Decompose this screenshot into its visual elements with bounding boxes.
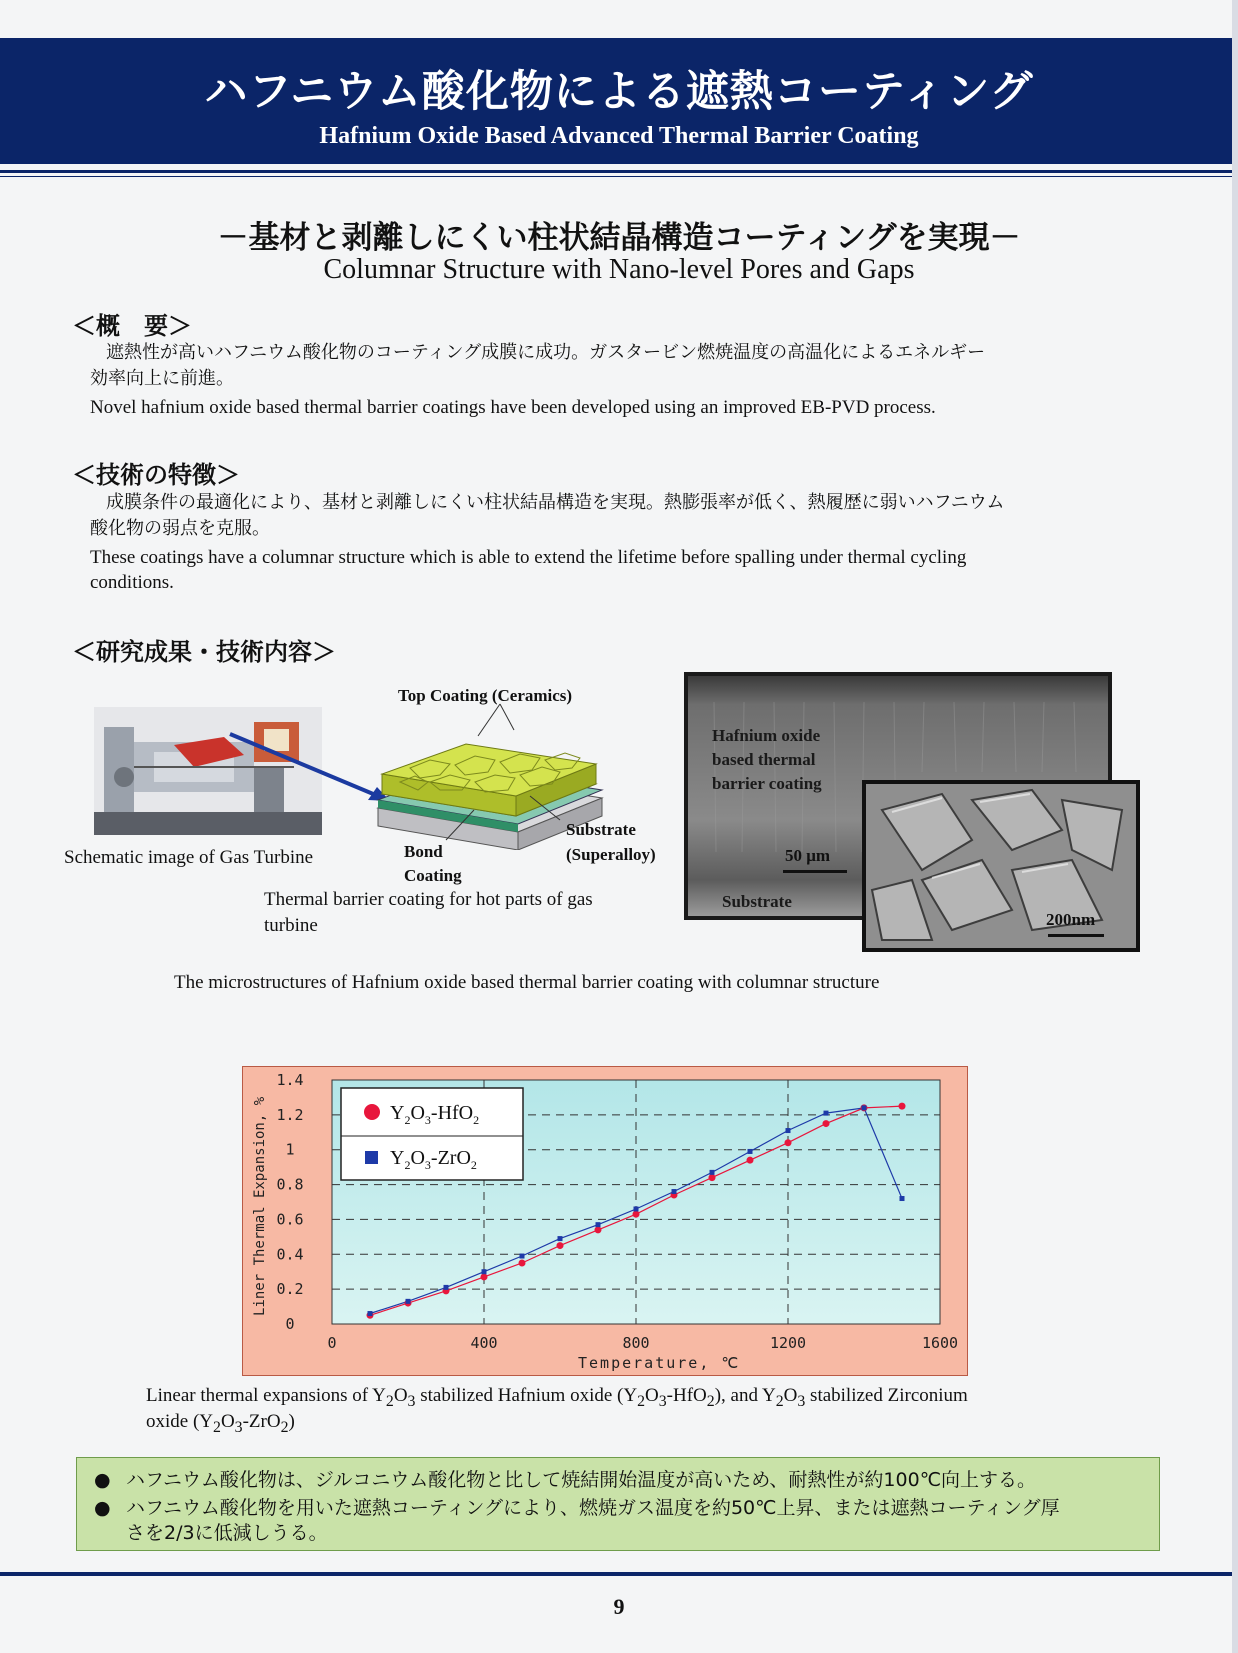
data-point-1 — [482, 1269, 487, 1274]
sem-inset-scale: 200nm — [1046, 910, 1096, 929]
y-tick-label: 0.6 — [276, 1210, 304, 1229]
legend-label-hfo2: $Y_2O_3-HfO_2$ — [390, 1102, 480, 1127]
chart-caption-line1: Linear thermal expansions of $Y_2O_3$ stabilized Hafnium oxide $(Y_2O_3-HfO_2)$, and $Y_2O_3$ stabilized Zirconium — [146, 1385, 968, 1410]
y-tick-label: 0.2 — [276, 1280, 304, 1299]
microstructure-caption: The microstructures of Hafnium oxide based thermal barrier coating with columnar structure — [174, 972, 880, 993]
data-point-1 — [900, 1196, 905, 1201]
overview-jp-line2: 効率向上に前進。 — [90, 368, 234, 389]
overview-jp-line1: 遮熱性が高いハフニウム酸化物のコーティング成膜に成功。ガスタービン燃焼温度の高温化によるエネルギー — [106, 342, 986, 363]
data-point-1 — [406, 1299, 411, 1304]
data-point-0 — [519, 1260, 526, 1267]
features-en-line2: conditions. — [90, 572, 174, 593]
data-point-0 — [899, 1103, 906, 1110]
page-title-en: Hafnium Oxide Based Advanced Thermal Barrier Coating — [319, 123, 919, 149]
sem-inset-image — [862, 780, 1140, 952]
note-bullet-2: ● — [94, 1497, 111, 1519]
bond-leader-line — [440, 806, 480, 846]
header-rule — [0, 170, 1232, 173]
sem-substrate-label: Substrate — [722, 892, 792, 911]
sem-label-1: Hafnium oxide — [712, 726, 821, 745]
data-point-1 — [444, 1285, 449, 1290]
y-axis-label: Liner Thermal Expansion, % — [252, 1096, 268, 1316]
data-point-0 — [481, 1273, 488, 1280]
data-point-1 — [824, 1111, 829, 1116]
data-point-1 — [748, 1149, 753, 1154]
note-line-2: ハフニウム酸化物を用いた遮熱コーティングにより、燃焼ガス温度を約50℃上昇、または遮熱コーティング厚 — [126, 1497, 1060, 1519]
page-number: 9 — [613, 1594, 625, 1619]
note-line-3: さを2/3に低減しうる。 — [126, 1522, 328, 1544]
data-point-1 — [368, 1311, 373, 1316]
y-tick-label: 1.4 — [276, 1071, 304, 1089]
data-point-0 — [557, 1242, 564, 1249]
features-heading: ＜技術の特徴＞ — [72, 461, 240, 489]
tbc-caption-1: Thermal barrier coating for hot parts of gas — [264, 889, 593, 910]
bond-label-1: Bond — [404, 842, 443, 861]
data-point-0 — [747, 1157, 754, 1164]
x-tick-label: 800 — [622, 1334, 650, 1352]
data-point-1 — [710, 1170, 715, 1175]
sem-scale-label: 50 μm — [785, 846, 831, 865]
data-point-0 — [633, 1211, 640, 1218]
substrate-label-2: (Superalloy) — [566, 845, 656, 864]
note-bullet-1: ● — [94, 1469, 111, 1491]
tbc-caption-2: turbine — [264, 915, 318, 936]
data-point-0 — [595, 1226, 602, 1233]
substrate-label-1: Substrate — [566, 820, 636, 839]
x-tick-label: 1600 — [921, 1334, 959, 1352]
thermal-expansion-chart — [242, 1066, 968, 1376]
chart-caption-line2: oxide $(Y_2O_3-ZrO_2)$ — [146, 1411, 295, 1436]
data-point-1 — [672, 1189, 677, 1194]
data-point-0 — [709, 1174, 716, 1181]
legend-label-zro2: $Y_2O_3-ZrO_2$ — [390, 1147, 477, 1172]
features-jp-line1: 成膜条件の最適化により、基材と剥離しにくい柱状結晶構造を実現。熱膨張率が低く、熱履歴に弱いハフニウム — [106, 492, 1005, 513]
page-title-jp: ハフニウム酸化物による遮熱コーティング — [204, 67, 1034, 117]
features-en-line1: These coatings have a columnar structure which is able to extend the lifetime before spalling under thermal cycling — [90, 547, 967, 568]
results-heading: ＜研究成果・技術内容＞ — [72, 638, 336, 666]
legend-marker-zro2 — [365, 1151, 378, 1164]
data-point-1 — [596, 1222, 601, 1227]
x-tick-label: 1200 — [769, 1334, 807, 1352]
subtitle-en: Columnar Structure with Nano-level Pores and Gaps — [323, 254, 915, 285]
data-point-1 — [558, 1236, 563, 1241]
y-tick-label: 1.2 — [276, 1105, 304, 1124]
footer-rule — [0, 1572, 1232, 1576]
x-tick-label: 0 — [327, 1334, 337, 1352]
gas-turbine-caption: Schematic image of Gas Turbine — [64, 847, 314, 868]
y-tick-label: 1 — [285, 1140, 295, 1159]
data-point-0 — [823, 1120, 830, 1127]
overview-heading: ＜概 要＞ — [72, 312, 192, 340]
overview-en: Novel hafnium oxide based thermal barrier coatings have been developed using an improved EB-PVD process. — [90, 397, 936, 418]
sem-label-2: based thermal — [712, 750, 816, 769]
data-point-0 — [785, 1139, 792, 1146]
features-jp-line2: 酸化物の弱点を克服。 — [90, 518, 270, 539]
sem-label-3: barrier coating — [712, 774, 822, 793]
data-point-1 — [862, 1105, 867, 1110]
y-tick-label: 0.4 — [276, 1245, 304, 1264]
note-line-1: ハフニウム酸化物は、ジルコニウム酸化物と比して焼結開始温度が高いため、耐熱性が約100℃向上する。 — [126, 1469, 1037, 1491]
data-point-1 — [520, 1254, 525, 1259]
y-tick-labels — [276, 1071, 303, 1333]
y-tick-label: 0 — [285, 1315, 295, 1333]
data-point-1 — [634, 1206, 639, 1211]
bond-label-2: Coating — [404, 866, 462, 885]
data-point-1 — [786, 1128, 791, 1133]
x-tick-label: 400 — [470, 1334, 498, 1352]
header-rule-thin — [0, 176, 1232, 177]
legend-marker-hfo2 — [364, 1104, 380, 1120]
top-coating-label: Top Coating (Ceramics) — [398, 686, 573, 705]
x-axis-label: Temperature, ℃ — [578, 1354, 741, 1372]
subtitle-jp: －基材と剥離しにくい柱状結晶構造コーティングを実現－ — [217, 220, 1021, 256]
y-tick-label: 0.8 — [276, 1175, 304, 1194]
x-tick-labels — [327, 1334, 958, 1352]
